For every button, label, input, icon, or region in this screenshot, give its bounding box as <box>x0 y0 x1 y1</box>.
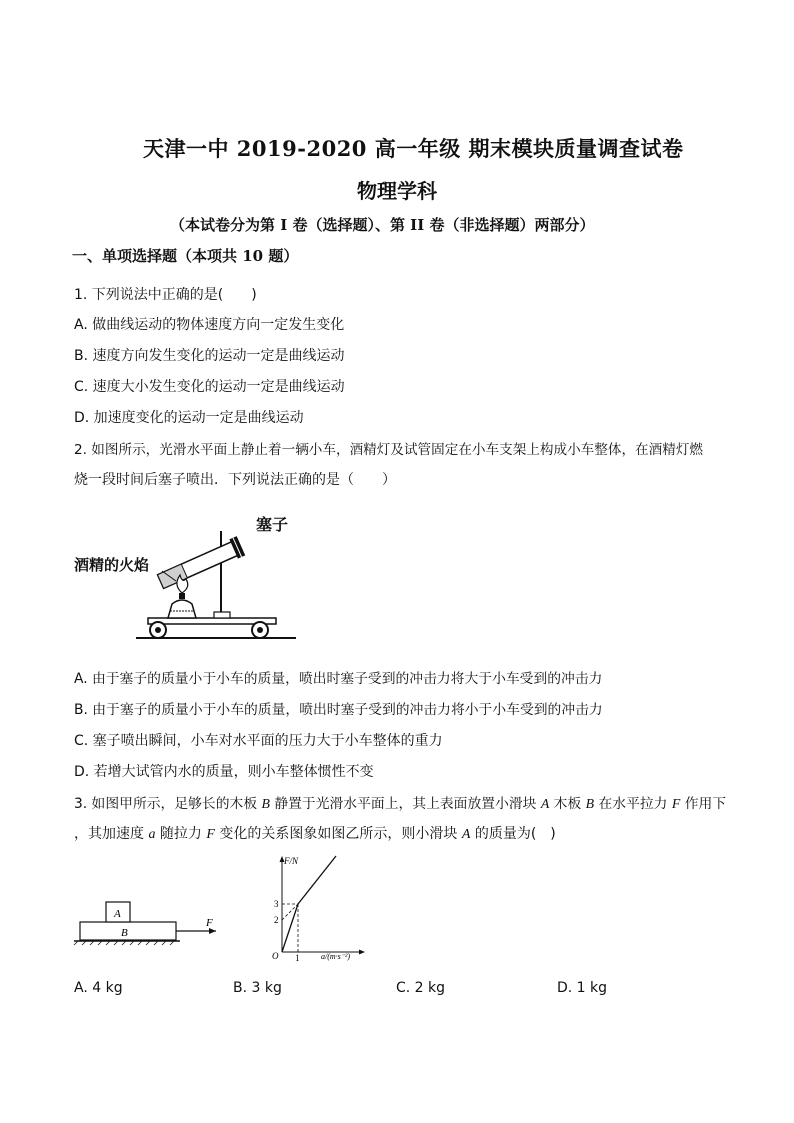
question-1-option-a: A. 做曲线运动的物体速度方向一定发生变化 <box>74 317 345 333</box>
force-acceleration-graph <box>262 852 370 964</box>
question-2-option-d: D. 若增大试管内水的质量，则小车整体惯性不变 <box>74 764 374 780</box>
question-3-option-c: C. 2 kg <box>396 980 446 996</box>
question-3-option-d: D. 1 kg <box>557 980 608 996</box>
tick-y-2: 2 <box>274 915 279 925</box>
question-3-stem-line2: ，其加速度 a 随拉力 F 变化的关系图象如图乙所示，则小滑块 A 的质量为( ) <box>74 826 556 842</box>
question-1-option-c: C. 速度大小发生变化的运动一定是曲线运动 <box>74 379 345 395</box>
tick-y-3: 3 <box>274 899 279 909</box>
force-label: F <box>206 917 213 929</box>
question-2-option-c: C. 塞子喷出瞬间，小车对水平面的压力大于小车整体的重力 <box>74 733 443 749</box>
question-3-option-a: A. 4 kg <box>74 980 123 996</box>
exam-title: 天津一中 2019-2020 高一年级 期末模块质量调查试卷 <box>143 136 684 161</box>
subject-title: 物理学科 <box>357 179 437 203</box>
question-2-option-b: B. 由于塞子的质量小于小车的质量，喷出时塞子受到的冲击力将小于小车受到的冲击力 <box>74 702 603 718</box>
section-heading: 一、单项选择题（本项共 10 题） <box>72 247 299 265</box>
question-3-option-b: B. 3 kg <box>233 980 282 996</box>
question-2-option-a: A. 由于塞子的质量小于小车的质量，喷出时塞子受到的冲击力将大于小车受到的冲击力 <box>74 671 603 687</box>
exam-note: （本试卷分为第 I 卷（选择题）、第 II 卷（非选择题）两部分） <box>170 216 595 234</box>
question-1-option-b: B. 速度方向发生变化的运动一定是曲线运动 <box>74 348 345 364</box>
question-3-stem-line1: 3. 如图甲所示，足够长的木板 B 静置于光滑水平面上，其上表面放置小滑块 A 木板 B 在水平拉力 F 作用下 <box>74 796 727 812</box>
origin-label: O <box>272 951 279 961</box>
question-2-stem-line1: 2. 如图所示，光滑水平面上静止着一辆小车，酒精灯及试管固定在小车支架上构成小车整体，在酒精灯燃 <box>74 442 704 458</box>
alcohol-lamp <box>168 600 196 618</box>
graph-line-segment-2 <box>298 856 336 904</box>
x-axis-label: a/(m·s⁻²) <box>321 952 351 961</box>
label-flame: 酒精的火焰 <box>74 556 150 574</box>
question-1-stem: 1. 下列说法中正确的是( ) <box>74 287 257 303</box>
y-axis-label: F/N <box>284 856 299 866</box>
test-tube <box>156 536 245 591</box>
board-b-label: B <box>121 927 128 939</box>
label-plug: 塞子 <box>256 515 289 534</box>
tick-x-1: 1 <box>295 953 300 963</box>
blocks-figure <box>70 890 230 950</box>
question-2-stem-line2: 烧一段时间后塞子喷出．下列说法正确的是（ ） <box>74 472 396 488</box>
block-a-label: A <box>114 908 121 920</box>
graph-line-segment-1 <box>282 904 298 952</box>
question-1-option-d: D. 加速度变化的运动一定是曲线运动 <box>74 410 304 426</box>
board-b <box>80 922 176 940</box>
